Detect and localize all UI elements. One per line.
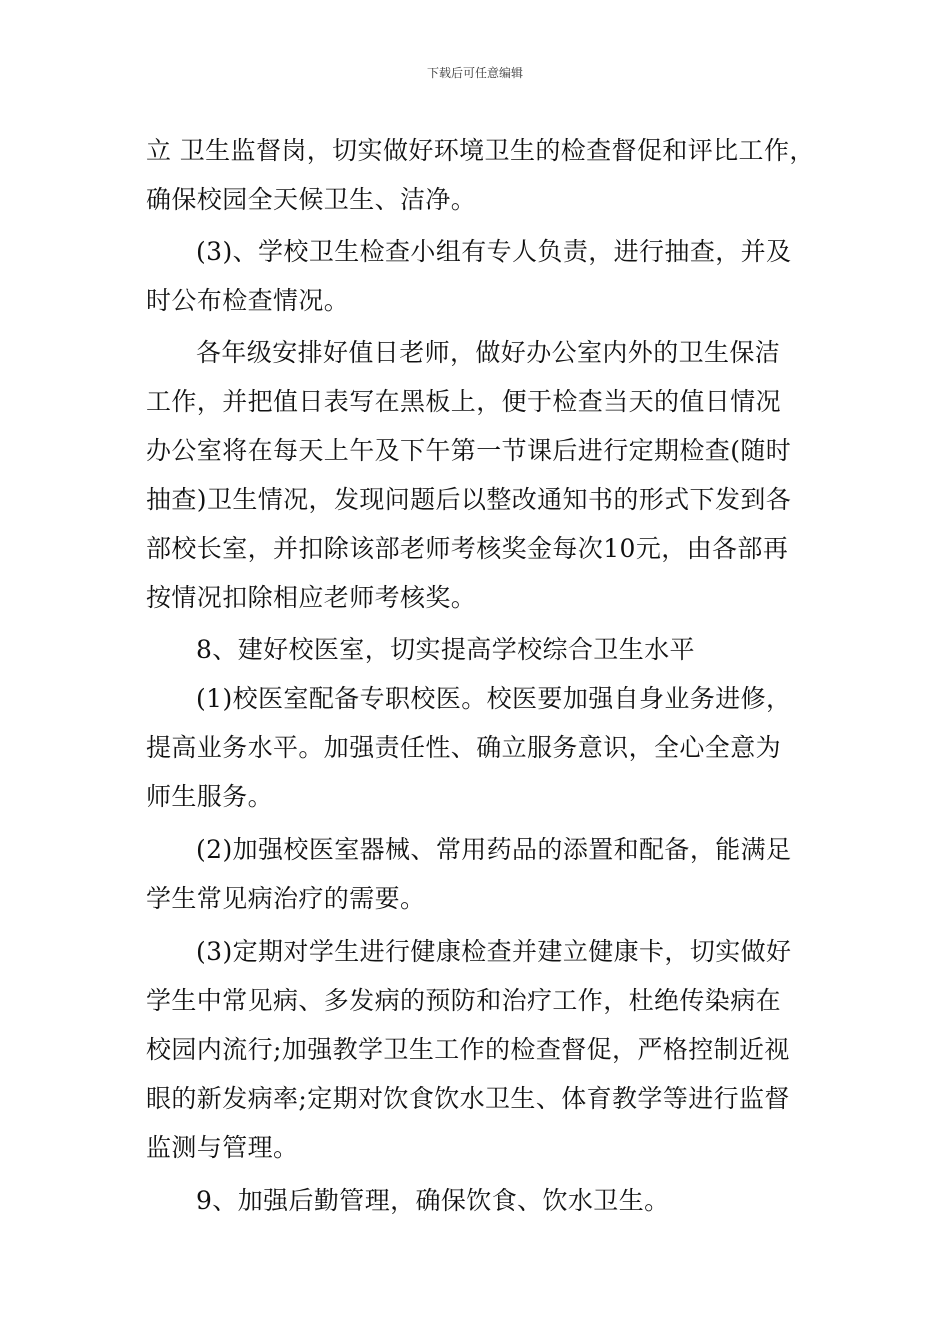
text-line: 眼的新发病率;定期对饮食饮水卫生、体育教学等进行监督 <box>146 1084 790 1113</box>
text-line: 立 卫生监督岗，切实做好环境卫生的检查督促和评比工作， <box>146 136 815 165</box>
text-line: 部校长室，并扣除该部老师考核奖金每次10元，由各部再 <box>146 534 789 563</box>
text-line: 学生常见病治疗的需要。 <box>146 884 426 913</box>
text-line: 抽查)卫生情况，发现问题后以整改通知书的形式下发到各 <box>146 485 792 514</box>
text-line: 时公布检查情况。 <box>146 286 350 315</box>
page-header: 下载后可任意编辑 <box>426 66 523 80</box>
document-body <box>146 126 815 1225</box>
section-heading: 9、加强后勤管理，确保饮食、饮水卫生。 <box>196 1186 670 1215</box>
text-line: 提高业务水平。加强责任性、确立服务意识，全心全意为 <box>146 733 782 762</box>
text-line: (1)校医室配备专职校医。校医要加强自身业务进修， <box>196 684 792 713</box>
text-line: 校园内流行;加强教学卫生工作的检查督促，严格控制近视 <box>146 1035 790 1064</box>
text-line: 按情况扣除相应老师考核奖。 <box>146 583 477 612</box>
text-line: 确保校园全天候卫生、洁净。 <box>146 185 477 214</box>
text-line: 办公室将在每天上午及下午第一节课后进行定期检查(随时 <box>146 436 792 465</box>
section-heading: 8、建好校医室，切实提高学校综合卫生水平 <box>196 635 695 664</box>
text-line: 学生中常见病、多发病的预防和治疗工作，杜绝传染病在 <box>146 986 782 1015</box>
text-line: (2)加强校医室器械、常用药品的添置和配备，能满足 <box>196 835 792 864</box>
text-line: 各年级安排好值日老师，做好办公室内外的卫生保洁 <box>196 338 781 367</box>
text-line: (3)定期对学生进行健康检查并建立健康卡，切实做好 <box>196 937 792 966</box>
text-line: 师生服务。 <box>146 782 274 811</box>
text-line: 监测与管理。 <box>146 1133 299 1162</box>
text-line: (3)、学校卫生检查小组有专人负责，进行抽查，并及 <box>196 237 792 266</box>
text-line: 工作，并把值日表写在黑板上，便于检查当天的值日情况 <box>146 387 782 416</box>
